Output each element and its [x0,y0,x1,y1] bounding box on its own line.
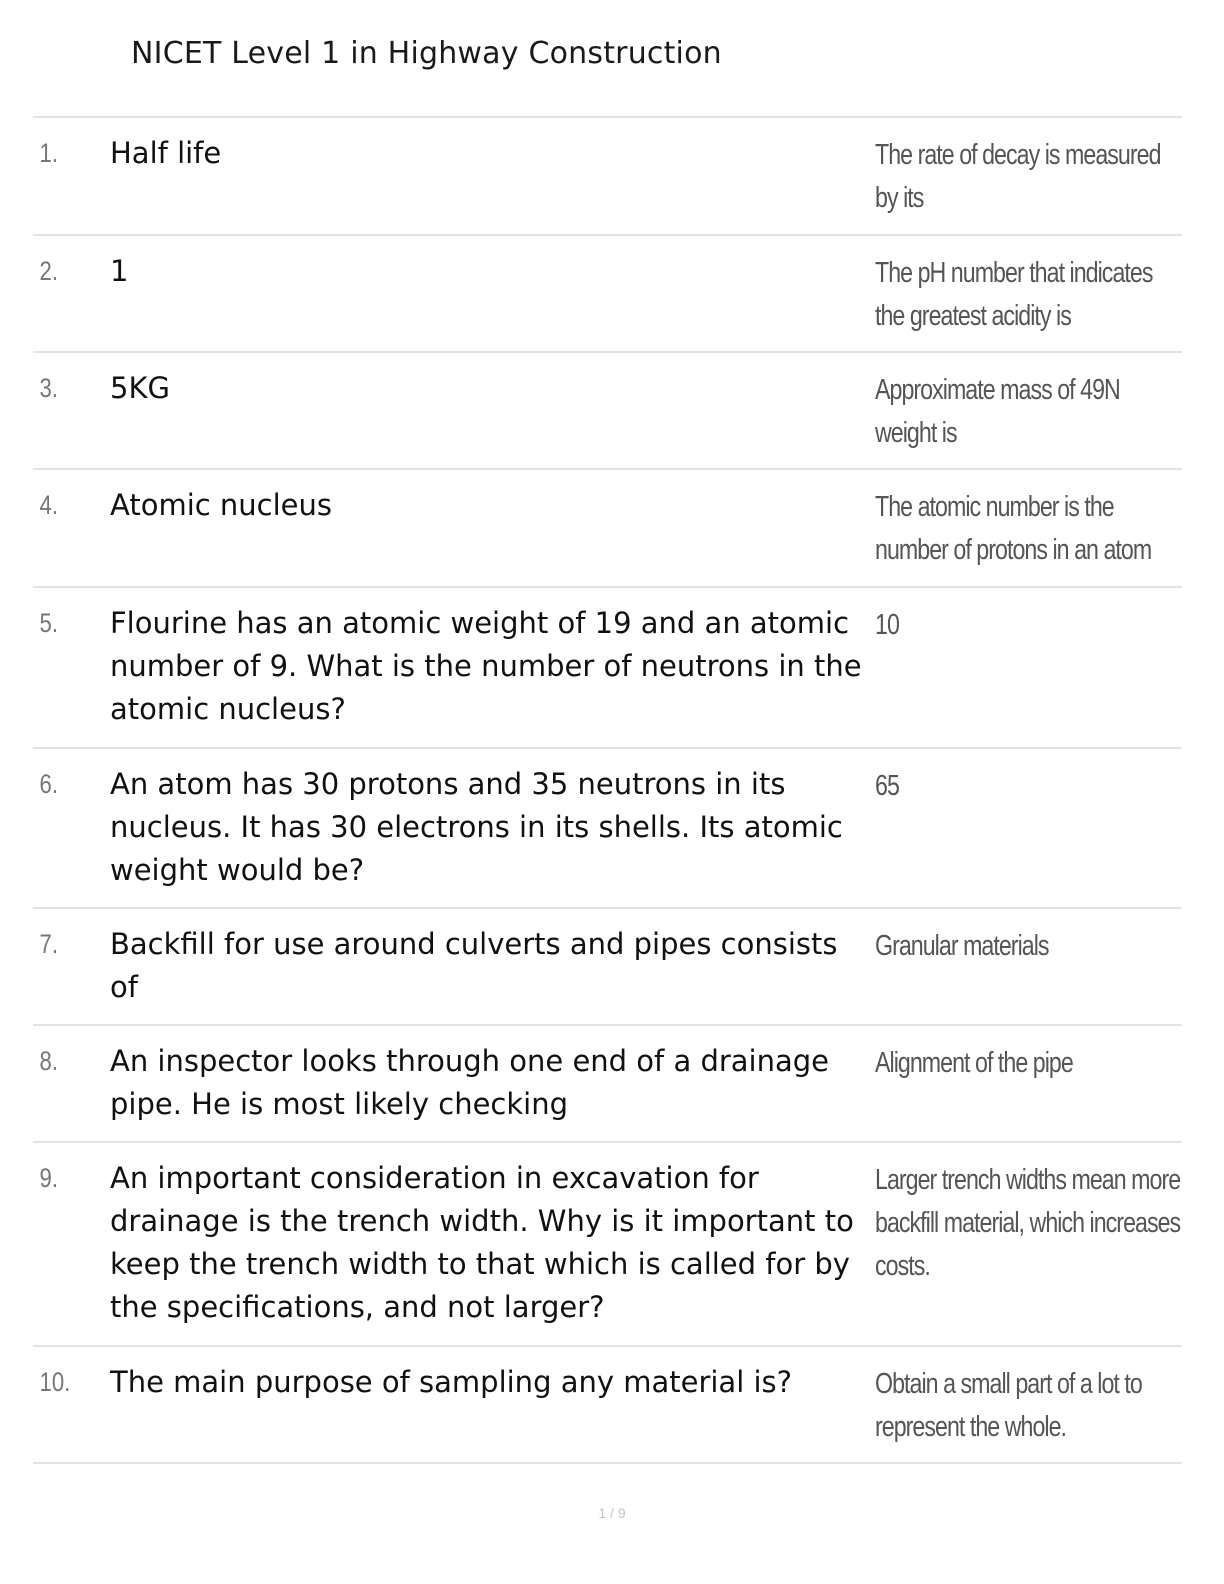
card-term: Atomic nucleus [110,488,333,522]
card-number: 4. [39,490,59,520]
card-number: 1. [39,138,59,168]
card-term: 5KG [110,371,170,405]
card-term: Backfill for use around culverts and pipes consists of [110,927,838,1004]
flashcard-row [33,353,1182,470]
card-term: An inspector looks through one end of a drainage pipe. He is most likely checking [110,1044,830,1121]
card-definition: The pH number that indicates the greatest acidity is [875,257,1153,332]
flashcard-row [33,749,1182,909]
card-number: 3. [39,373,59,403]
flashcard-row [33,588,1182,749]
card-number: 8. [39,1046,59,1076]
card-definition: The rate of decay is measured by its [875,139,1161,214]
card-term: The main purpose of sampling any material is? [110,1365,793,1399]
card-term: 1 [110,254,129,288]
flashcard-row [33,909,1182,1026]
flashcard-list [33,116,1182,1464]
card-term: An atom has 30 protons and 35 neutrons in its nucleus. It has 30 electrons in its shells. Its atomic weight would be? [110,767,843,887]
flashcard-row [33,470,1182,588]
card-definition: Larger trench widths mean more backfill material, which increases costs. [875,1164,1181,1282]
card-number: 9. [39,1163,59,1193]
card-term: An important consideration in excavation for drainage is the trench width. Why is it important to keep the trench width to that which is called for by the specifications, and not larger? [110,1161,854,1324]
card-number: 5. [39,608,59,638]
flashcard-row [33,118,1182,236]
card-number: 10. [39,1367,71,1397]
flashcard-row [33,1026,1182,1143]
flashcard-row [33,1143,1182,1347]
card-number: 7. [39,929,59,959]
card-number: 2. [39,256,59,286]
card-definition: Approximate mass of 49N weight is [875,374,1120,449]
card-definition: Alignment of the pipe [875,1047,1073,1079]
card-term: Half life [110,136,222,170]
card-definition: Granular materials [875,930,1049,962]
card-number: 6. [39,769,59,799]
card-definition: Obtain a small part of a lot to represent the whole. [875,1368,1142,1443]
card-definition: 65 [875,770,899,802]
card-definition: 10 [875,609,899,641]
card-term: Flourine has an atomic weight of 19 and an atomic number of 9. What is the number of neutrons in the atomic nucleus? [110,606,862,726]
flashcard-row [33,236,1182,353]
flashcard-row [33,1347,1182,1464]
card-definition: The atomic number is the number of protons in an atom [875,491,1152,566]
document-title: NICET Level 1 in Highway Construction [131,36,722,71]
page-indicator: 1 / 9 [598,1505,626,1521]
